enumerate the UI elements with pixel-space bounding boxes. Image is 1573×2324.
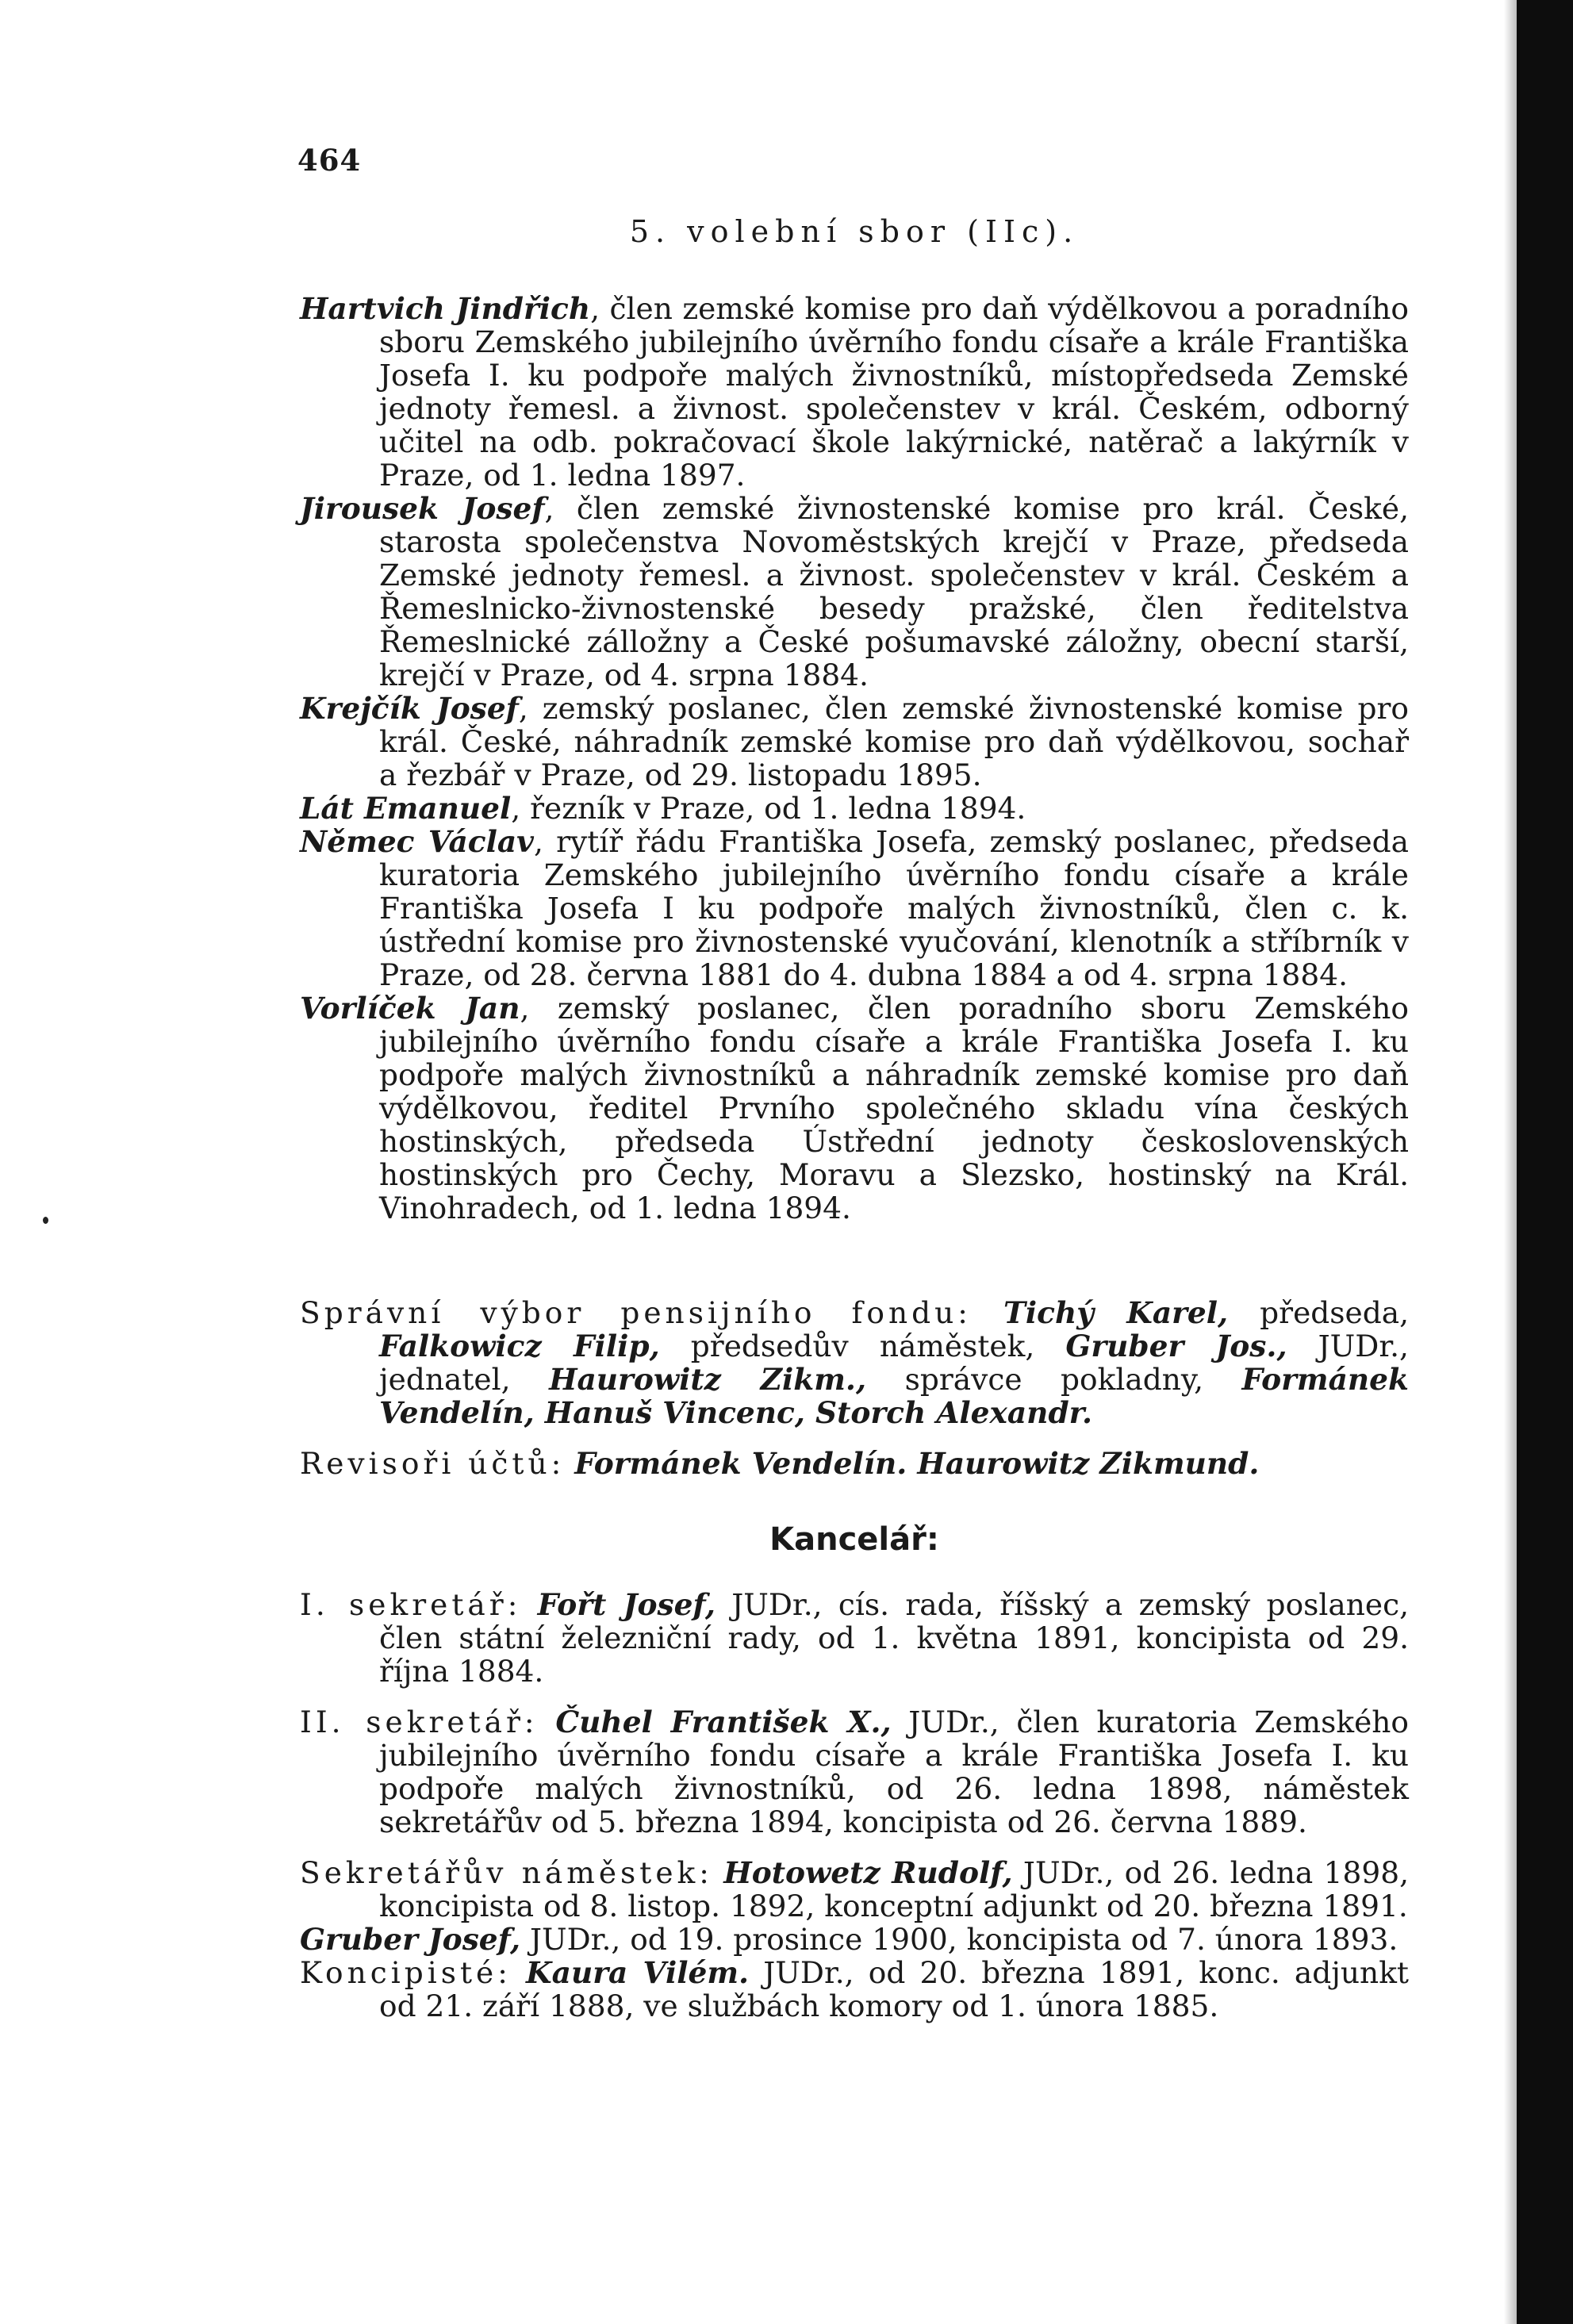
deputy-secretary-name: Gruber Josef,: [300, 1922, 521, 1957]
member-name: Hartvich Jindřich: [300, 291, 591, 326]
member-text: , člen zemské komise pro daň výdělkovou a poradního sboru Zemského jubilejního úvěrního fondu císaře a krále Františka Josefa I. ku podpoře malých živnostníků, místopředseda Zemské jednoty řemesl. a živnost. společenstev v král. Českém, odborný učitel na odb. pokračovací škole lakýrnické, natěrač a lakýrník v Praze, od 1. ledna 1897.: [379, 291, 1409, 493]
board-role: předsedův náměstek,: [659, 1329, 1066, 1363]
member-entry: [300, 292, 1409, 492]
member-entry: [300, 991, 1409, 1225]
scan-border: [1517, 0, 1573, 2324]
first-secretary-name: Fořt Josef,: [537, 1587, 716, 1622]
office-section: [300, 1588, 1409, 2023]
auditors-label: Revisoři účtů:: [300, 1446, 566, 1481]
member-entry: [300, 792, 1409, 825]
first-secretary: [300, 1588, 1409, 1688]
deputy-secretary: [300, 1923, 1409, 1956]
board-role: JUDr., jednatel,: [379, 1329, 1409, 1397]
scan-speck: [43, 1217, 48, 1224]
member-name: Němec Václav: [300, 824, 534, 859]
second-secretary-label: II. sekretář:: [300, 1705, 539, 1739]
member-text: , zemský poslanec, člen poradního sboru Zemského jubilejního úvěrního fondu císaře a krále Františka Josefa I. ku podpoře malých živnostníků a náhradník zemské komise pro daň výdělkovou, ředitel Prvního společného skladu vína českých hostinských, předseda Ústřední jednoty československých hostinských pro Čechy, Moravu a Slezsko, hostinský na Král. Vinohradech, od 1. ledna 1894.: [379, 991, 1409, 1225]
member-name: Vorlíček Jan: [300, 991, 520, 1026]
board-section: [300, 1296, 1409, 1480]
first-secretary-label: I. sekretář:: [300, 1587, 522, 1622]
board-member-name: Gruber Jos.,: [1065, 1329, 1287, 1363]
auditor-names: Formánek Vendelín. Haurowitz Zikmund.: [574, 1446, 1260, 1481]
page-number: 464: [297, 143, 362, 178]
deputy-secretary-text: JUDr., od 26. ledna 1898, koncipista od 8. listop. 1892, konceptní adjunkt od 20. března 1891.: [379, 1855, 1409, 1923]
section-title: 5. volební sbor (IIc).: [629, 214, 1080, 249]
member-entry: [300, 825, 1409, 991]
member-name: Krejčík Josef: [300, 691, 519, 726]
member-text: , zemský poslanec, člen zemské živnostenské komise pro král. České, náhradník zemské komise pro daň výdělkovou, sochař a řezbář v Praze, od 29. listopadu 1895.: [379, 691, 1409, 792]
draftsman-name: Kaura Vilém.: [526, 1955, 750, 1990]
member-name: Jirousek Josef: [300, 491, 545, 526]
member-text: , člen zemské živnostenské komise pro král. České, starosta společenstva Novoměstských krejčí v Praze, předseda Zemské jednoty řemesl. a živnost. společenstev v král. Českém a Řemeslnicko-živnostenské besedy pražské, člen ředitelstva Řemeslnické zálložny a České pošumavské záložny, obecní starší, krejčí v Praze, od 4. srpna 1884.: [379, 491, 1409, 692]
member-text: , řezník v Praze, od 1. ledna 1894.: [511, 791, 1026, 826]
member-entry: [300, 492, 1409, 692]
pension-board: [300, 1296, 1409, 1429]
board-member-name: Formánek Vendelín, Hanuš Vincenc, Storch Alexandr.: [379, 1362, 1409, 1430]
second-secretary-text: JUDr., člen kuratoria Zemského jubilejního úvěrního fondu císaře a krále Františka Josefa I. ku podpoře malých živnostníků, od 26. ledna 1898, náměstek sekretářův od 5. března 1894, koncipista od 26. června 1889.: [379, 1705, 1409, 1839]
office-heading: Kancelář:: [769, 1521, 939, 1558]
draftsmen-label: Koncipisté:: [300, 1955, 512, 1990]
scan-edge-shadow: [1504, 0, 1517, 2324]
deputy-secretary-name: Hotowetz Rudolf,: [723, 1855, 1013, 1890]
member-text: , rytíř řádu Františka Josefa, zemský poslanec, předseda kuratoria Zemského jubilejního úvěrního fondu císaře a krále Františka Josefa I ku podpoře malých živnostníků, člen c. k. ústřední komise pro živnostenské vyučování, klenotník a stříbrník v Praze, od 28. června 1881 do 4. dubna 1884 a od 4. srpna 1884.: [379, 824, 1410, 992]
board-role: správce pokladny,: [866, 1362, 1242, 1397]
member-name: Lát Emanuel: [300, 791, 512, 826]
board-member-name: Falkowicz Filip,: [379, 1329, 660, 1363]
board-member-name: Tichý Karel,: [1003, 1295, 1229, 1330]
second-secretary: [300, 1705, 1409, 1839]
deputy-secretary-label: Sekretářův náměstek:: [300, 1855, 713, 1890]
draftsmen: [300, 1956, 1409, 2023]
draftsman-text: JUDr., od 20. března 1891, konc. adjunkt od 21. září 1888, ve službách komory od 1. února 1885.: [379, 1955, 1409, 2023]
member-list: [300, 292, 1409, 1225]
deputy-secretary-text: JUDr., od 19. prosince 1900, koncipista od 7. února 1893.: [520, 1922, 1398, 1957]
second-secretary-name: Čuhel František X.,: [555, 1705, 892, 1739]
first-secretary-text: JUDr., cís. rada, říšský a zemský poslanec, člen státní železniční rady, od 1. května 1891, koncipista od 29. října 1884.: [379, 1587, 1410, 1689]
board-member-name: Haurowitz Zikm.,: [549, 1362, 867, 1397]
board-role: předseda,: [1228, 1295, 1410, 1330]
deputy-secretary: [300, 1856, 1409, 1923]
member-entry: [300, 692, 1409, 792]
auditors: [300, 1447, 1409, 1480]
pension-board-label: Správní výbor pensijního fondu:: [300, 1295, 972, 1330]
